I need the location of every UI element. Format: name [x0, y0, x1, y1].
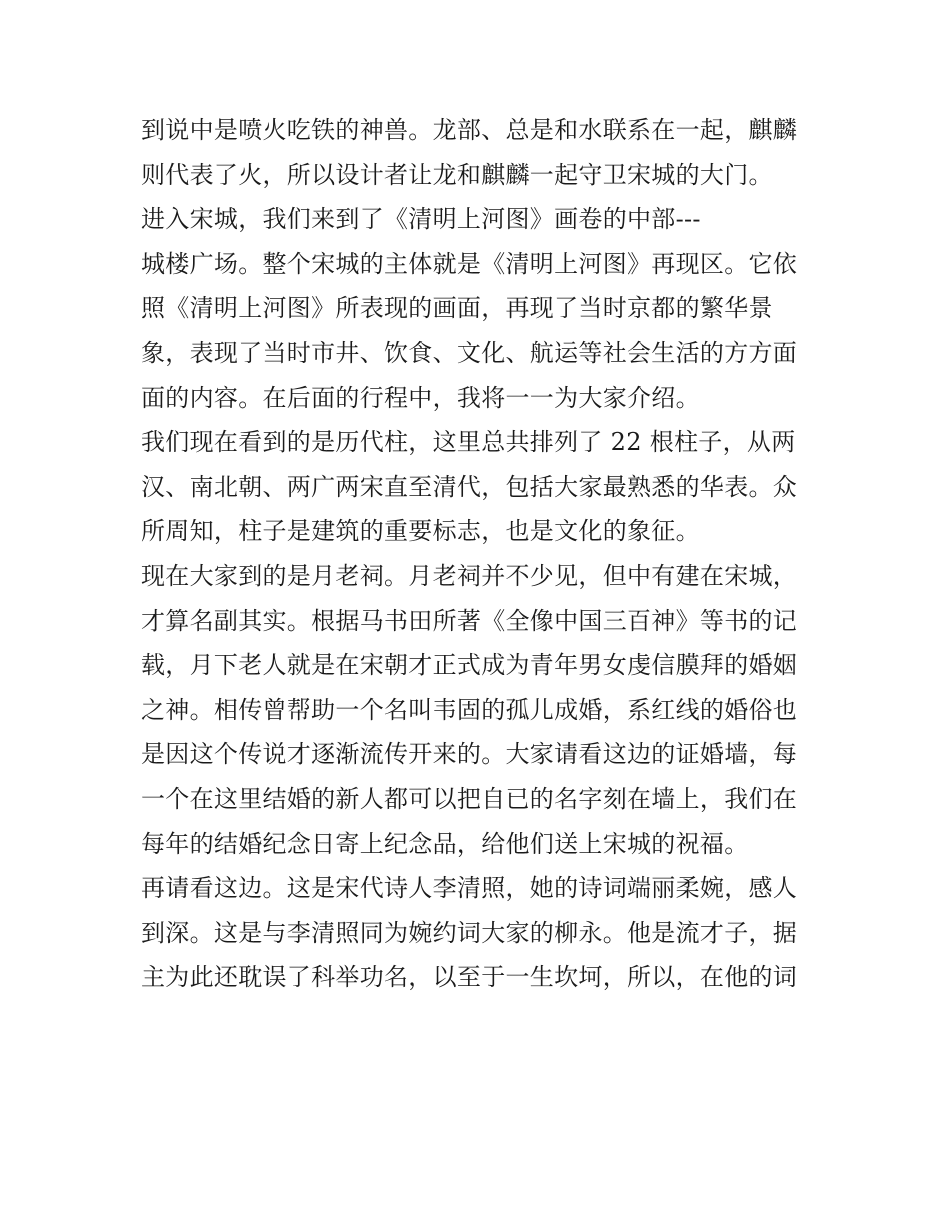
text-line: 到说中是喷火吃铁的神兽。龙部、总是和水联系在一起，麒麟: [141, 116, 798, 144]
text-line: 每年的结婚纪念日寄上纪念品，给他们送上宋城的祝福。: [141, 829, 749, 858]
text-line: 进入宋城，我们来到了《清明上河图》画卷的中部---: [141, 205, 701, 234]
text-line: 我们现在看到的是历代柱，这里总共排列了 22 根柱子，从两: [141, 428, 796, 457]
text-line: 到深。这是与李清照同为婉约词大家的柳永。他是流才子，据: [141, 918, 798, 947]
text-line: 城楼广场。整个宋城的主体就是《清明上河图》再现区。它依: [141, 249, 798, 278]
text-line: 之神。相传曾帮助一个名叫韦固的孤儿成婚，系红线的婚俗也: [141, 695, 798, 724]
text-line: 面的内容。在后面的行程中，我将一一为大家介绍。: [141, 383, 700, 412]
text-line: 是因这个传说才逐渐流传开来的。大家请看这边的证婚墙，每: [141, 740, 798, 769]
text-line: 再请看这边。这是宋代诗人李清照，她的诗词端丽柔婉，感人: [141, 874, 798, 903]
text-line: 主为此还耽误了科举功名，以至于一生坎坷，所以，在他的词: [141, 963, 798, 992]
text-line: 载，月下老人就是在宋朝才正式成为青年男女虔信膜拜的婚姻: [141, 651, 798, 680]
text-line: 一个在这里结婚的新人都可以把自已的名字刻在墙上，我们在: [141, 784, 798, 813]
text-line: 所周知，柱子是建筑的重要标志，也是文化的象征。: [141, 517, 700, 546]
text-line: 现在大家到的是月老祠。月老祠并不少见，但中有建在宋城，: [141, 561, 798, 590]
text-line: 才算名副其实。根据马书田所著《全像中国三百神》等书的记: [141, 606, 798, 635]
text-line: 象，表现了当时市井、饮食、文化、航运等社会生活的方方面: [141, 338, 798, 367]
text-line: 照《清明上河图》所表现的画面，再现了当时京都的繁华景: [141, 294, 773, 323]
text-line: 汉、南北朝、两广两宋直至清代，包括大家最熟悉的华表。众: [141, 472, 798, 501]
text-line: 则代表了火，所以设计者让龙和麒麟一起守卫宋城的大门。: [141, 160, 773, 189]
body-text: [141, 108, 821, 1000]
